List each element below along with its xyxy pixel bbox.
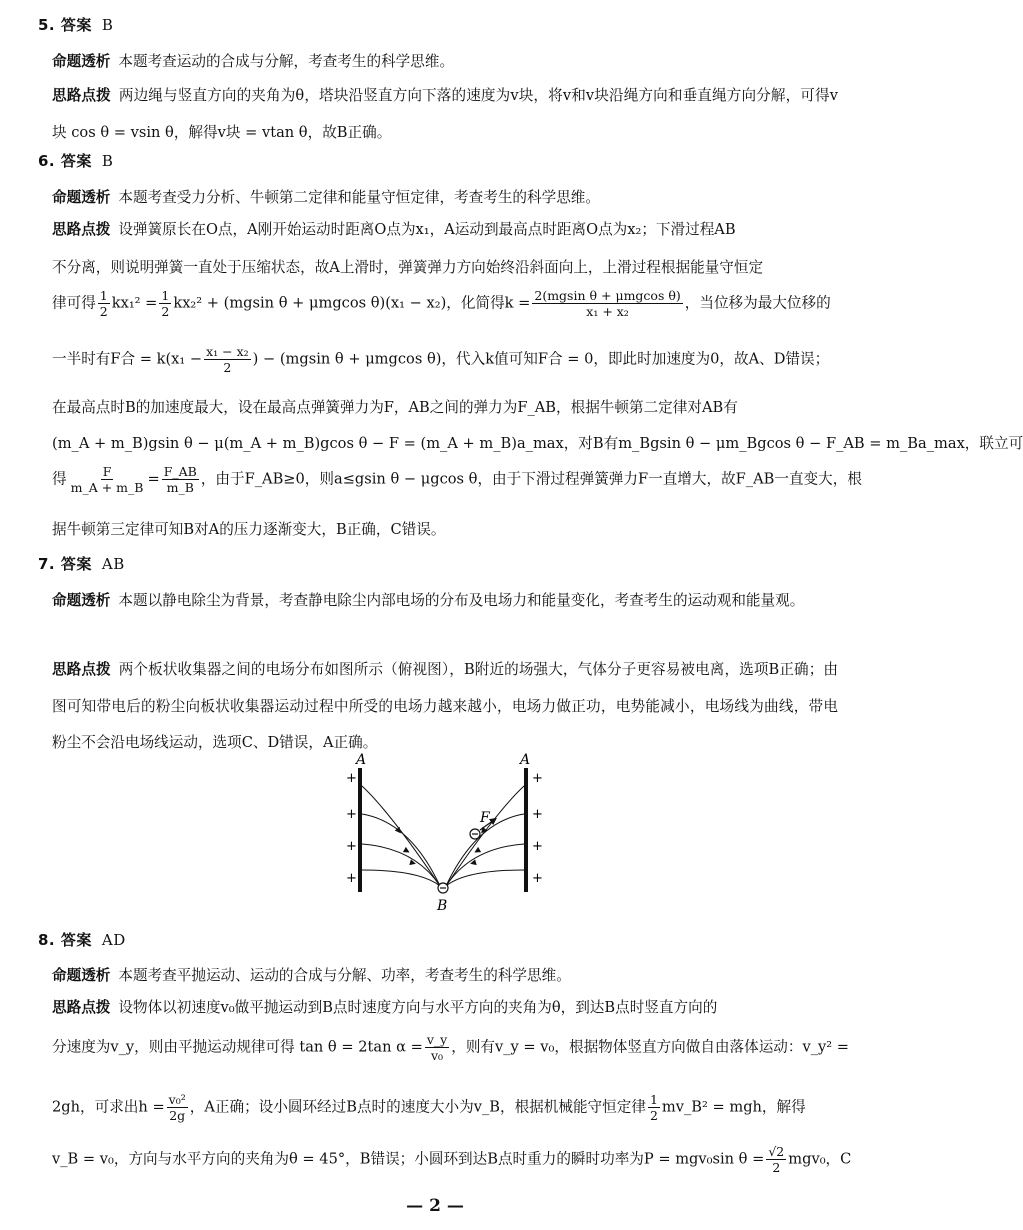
q8-hint-line2 bbox=[52, 1032, 849, 1063]
plus-sign: + bbox=[346, 871, 357, 886]
q8-line3-c: mv_B² = mgh，解得 bbox=[661, 1098, 806, 1116]
q7-analysis-label: 命题透析 bbox=[52, 592, 111, 609]
frac-num: v₀² bbox=[168, 1092, 186, 1107]
q6-heading bbox=[38, 150, 113, 171]
q5-answer: B bbox=[101, 16, 114, 34]
field-line bbox=[362, 870, 440, 886]
q6-frac-half-2 bbox=[159, 288, 171, 319]
q8-hint-label: 思路点拨 bbox=[52, 999, 111, 1016]
q8-line2-b: ，则有v_y = v₀，根据物体竖直方向做自由落体运动：v_y² = bbox=[451, 1038, 849, 1056]
frac-den: x₁ + x₂ bbox=[586, 304, 629, 319]
q6-hint-line6: (m_A + m_B)gsin θ − μ(m_A + m_B)gcos θ − F = (m_A + m_B)a_max，对B有m_Bgsin θ − μm_Bgcos θ − F_AB = m_Ba_max，联立可 bbox=[52, 435, 1023, 452]
q6-hint-line4 bbox=[52, 344, 838, 375]
frac-num: 2(mgsin θ + μmgcos θ) bbox=[534, 288, 681, 303]
frac-den: 2g bbox=[169, 1108, 186, 1123]
frac-num: x₁ − x₂ bbox=[206, 344, 249, 359]
q6-line7-c: ，由于F_AB≥0，则a≤gsin θ − μgcos θ，由于下滑过程弹簧弹力F一直增大，故F_AB一直变大，根 bbox=[200, 470, 862, 488]
plus-sign: + bbox=[346, 807, 357, 822]
q7-heading bbox=[38, 553, 125, 574]
q6-line7-b: = bbox=[147, 470, 160, 488]
plus-sign: + bbox=[346, 771, 357, 786]
q6-hint-line2: 不分离，则说明弹簧一直处于压缩状态，故A上滑时，弹簧弹力方向始终沿斜面向上，上滑过程根据能量守恒定 bbox=[52, 259, 764, 276]
frac-num: F bbox=[102, 464, 112, 479]
left-collector-plate bbox=[358, 768, 362, 892]
q8-hint-line4 bbox=[52, 1144, 852, 1175]
q7-hint-label: 思路点拨 bbox=[52, 661, 111, 678]
q6-hint-line7 bbox=[52, 464, 862, 495]
q8-line3-a: 2gh，可求出h = bbox=[52, 1098, 165, 1116]
frac-den: 2 bbox=[649, 1108, 658, 1123]
frac-den: 2 bbox=[772, 1160, 781, 1175]
q8-line3-b: ，A正确；设小圆环经过B点时的速度大小为v_B，根据机械能守恒定律 bbox=[189, 1098, 646, 1116]
q6-line4-b: ) − (mgsin θ + μmgcos θ)，代入k值可知F合 = 0，即此时加速度为0，故A、D错误； bbox=[252, 350, 830, 368]
frac-den: 2 bbox=[223, 360, 232, 375]
field-line bbox=[362, 814, 440, 886]
q6-hint-line3 bbox=[52, 288, 838, 319]
q8-head-text: 8. 答案 bbox=[38, 931, 92, 949]
q5-analysis bbox=[52, 44, 838, 81]
q8-line1-text: 设物体以初速度v₀做平抛运动到B点时速度方向与水平方向的夹角为θ，到达B点时竖直方向的 bbox=[118, 999, 718, 1016]
arrow-icon bbox=[403, 847, 411, 855]
q8-analysis-text: 本题考查平抛运动、运动的合成与分解、功率，考查考生的科学思维。 bbox=[118, 967, 571, 984]
q6-line1-text: 设弹簧原长在O点，A刚开始运动时距离O点为x₁，A运动到最高点时距离O点为x₂；下滑过程AB bbox=[118, 221, 736, 238]
q6-analysis-label: 命题透析 bbox=[52, 189, 111, 206]
frac-den: m_B bbox=[166, 480, 194, 495]
plus-sign: + bbox=[532, 839, 543, 854]
label-B: B bbox=[437, 898, 448, 914]
right-collector-plate bbox=[524, 768, 528, 892]
q6-analysis-text: 本题考查受力分析、牛顿第二定律和能量守恒定律，考查考生的科学思维。 bbox=[118, 189, 600, 206]
arrow-icon bbox=[409, 859, 416, 866]
field-line bbox=[446, 870, 524, 886]
plus-sign: + bbox=[532, 871, 543, 886]
q8-hint-line1 bbox=[52, 996, 838, 1017]
label-A-left: A bbox=[356, 752, 367, 768]
q6-line3-a: 律可得 bbox=[52, 294, 96, 312]
q6-hint-label: 思路点拨 bbox=[52, 221, 111, 238]
q8-line4-a: v_B = v₀，方向与水平方向的夹角为θ = 45°，B错误；小圆环到达B点时重力的瞬时功率为P = mgv₀sin θ = bbox=[52, 1150, 765, 1168]
q8-hint-line3 bbox=[52, 1092, 838, 1123]
frac-num: 1 bbox=[99, 288, 108, 303]
q8-answer: AD bbox=[101, 931, 126, 949]
q6-line7-a: 得 bbox=[52, 470, 67, 488]
q6-head-text: 6. 答案 bbox=[38, 152, 92, 170]
arrow-icon bbox=[469, 859, 476, 866]
q6-line4-a: 一半时有F合 = k(x₁ − bbox=[52, 350, 203, 368]
q5-hint-text: 两边绳与竖直方向的夹角为θ，塔块沿竖直方向下落的速度为v块，将v和v块沿绳方向和垂直绳方向分解，可得v块 cos θ = vsin θ，解得v块 = vtan θ，故B正确。 bbox=[52, 87, 838, 141]
frac-num: 1 bbox=[161, 288, 170, 303]
q8-heading bbox=[38, 929, 126, 950]
q6-line3-c: kx₂² + (mgsin θ + μmgcos θ)(x₁ − x₂)，化简得k = bbox=[173, 294, 531, 312]
arrow-icon bbox=[473, 847, 481, 855]
q7-analysis bbox=[52, 583, 838, 620]
q5-heading bbox=[38, 14, 113, 35]
plus-sign: + bbox=[346, 839, 357, 854]
frac-den: m_A + m_B bbox=[70, 480, 144, 495]
q8-line2-a: 分速度为v_y，则由平抛运动规律可得 tan θ = 2tan α = bbox=[52, 1038, 423, 1056]
frac-num: F_AB bbox=[163, 464, 197, 479]
q6-line3-d: ，当位移为最大位移的 bbox=[684, 294, 831, 312]
q8-frac-h bbox=[167, 1092, 188, 1123]
q8-line4-b: mgv₀，C bbox=[788, 1150, 852, 1168]
q5-hint bbox=[52, 78, 838, 151]
q7-hint-text: 两个板状收集器之间的电场分布如图所示（俯视图），B附近的场强大，气体分子更容易被电离，选项B正确；由图可知带电后的粉尘向板状收集器运动过程中所受的电场力越来越小，电场力做正功，电势能减小，电场线为曲线，带电粉尘不会沿电场线运动，选项C、D错误，A正确。 bbox=[52, 661, 838, 751]
q8-frac-r2 bbox=[766, 1144, 786, 1175]
q7-analysis-text: 本题以静电除尘为背景，考查静电除尘内部电场的分布及电场力和能量变化，考查考生的运动观和能量观。 bbox=[118, 592, 805, 609]
q8-analysis-label: 命题透析 bbox=[52, 967, 111, 984]
q5-head-text: 5. 答案 bbox=[38, 16, 92, 34]
q7-head-text: 7. 答案 bbox=[38, 555, 92, 573]
frac-den: 2 bbox=[99, 304, 108, 319]
q6-frac-F bbox=[69, 464, 146, 495]
q7-answer: AB bbox=[101, 555, 125, 573]
q6-hint-line1 bbox=[52, 218, 838, 239]
frac-den: 2 bbox=[161, 304, 170, 319]
q6-frac-x bbox=[204, 344, 251, 375]
label-A-right: A bbox=[520, 752, 531, 768]
q6-frac-k bbox=[532, 288, 682, 319]
q7-hint bbox=[52, 652, 838, 762]
label-F: F bbox=[480, 810, 490, 826]
q5-analysis-label: 命题透析 bbox=[52, 53, 111, 70]
q6-answer: B bbox=[101, 152, 114, 170]
q6-hint-line5: 在最高点时B的加速度最大，设在最高点弹簧弹力为F，AB之间的弹力为F_AB，根据牛顿第二定律对AB有 bbox=[52, 399, 738, 416]
plus-sign: + bbox=[532, 771, 543, 786]
q8-frac-half bbox=[648, 1092, 660, 1123]
q6-analysis bbox=[52, 180, 838, 217]
electric-field-diagram bbox=[330, 752, 550, 912]
q6-line3-b: kx₁² = bbox=[111, 294, 158, 312]
q5-hint-label: 思路点拨 bbox=[52, 87, 111, 104]
q5-analysis-text: 本题考查运动的合成与分解，考查考生的科学思维。 bbox=[118, 53, 455, 70]
frac-num: v_y bbox=[426, 1032, 448, 1047]
frac-num: √2 bbox=[768, 1144, 785, 1159]
frac-num: 1 bbox=[649, 1092, 658, 1107]
q6-hint-line8: 据牛顿第三定律可知B对A的压力逐渐变大，B正确，C错误。 bbox=[52, 521, 446, 538]
page-number: — 2 — bbox=[406, 1196, 464, 1216]
q8-frac-v bbox=[425, 1032, 449, 1063]
q8-analysis bbox=[52, 958, 838, 995]
q6-frac-FAB bbox=[162, 464, 199, 495]
q6-frac-half-1 bbox=[98, 288, 110, 319]
frac-den: v₀ bbox=[430, 1048, 444, 1063]
plus-sign: + bbox=[532, 807, 543, 822]
